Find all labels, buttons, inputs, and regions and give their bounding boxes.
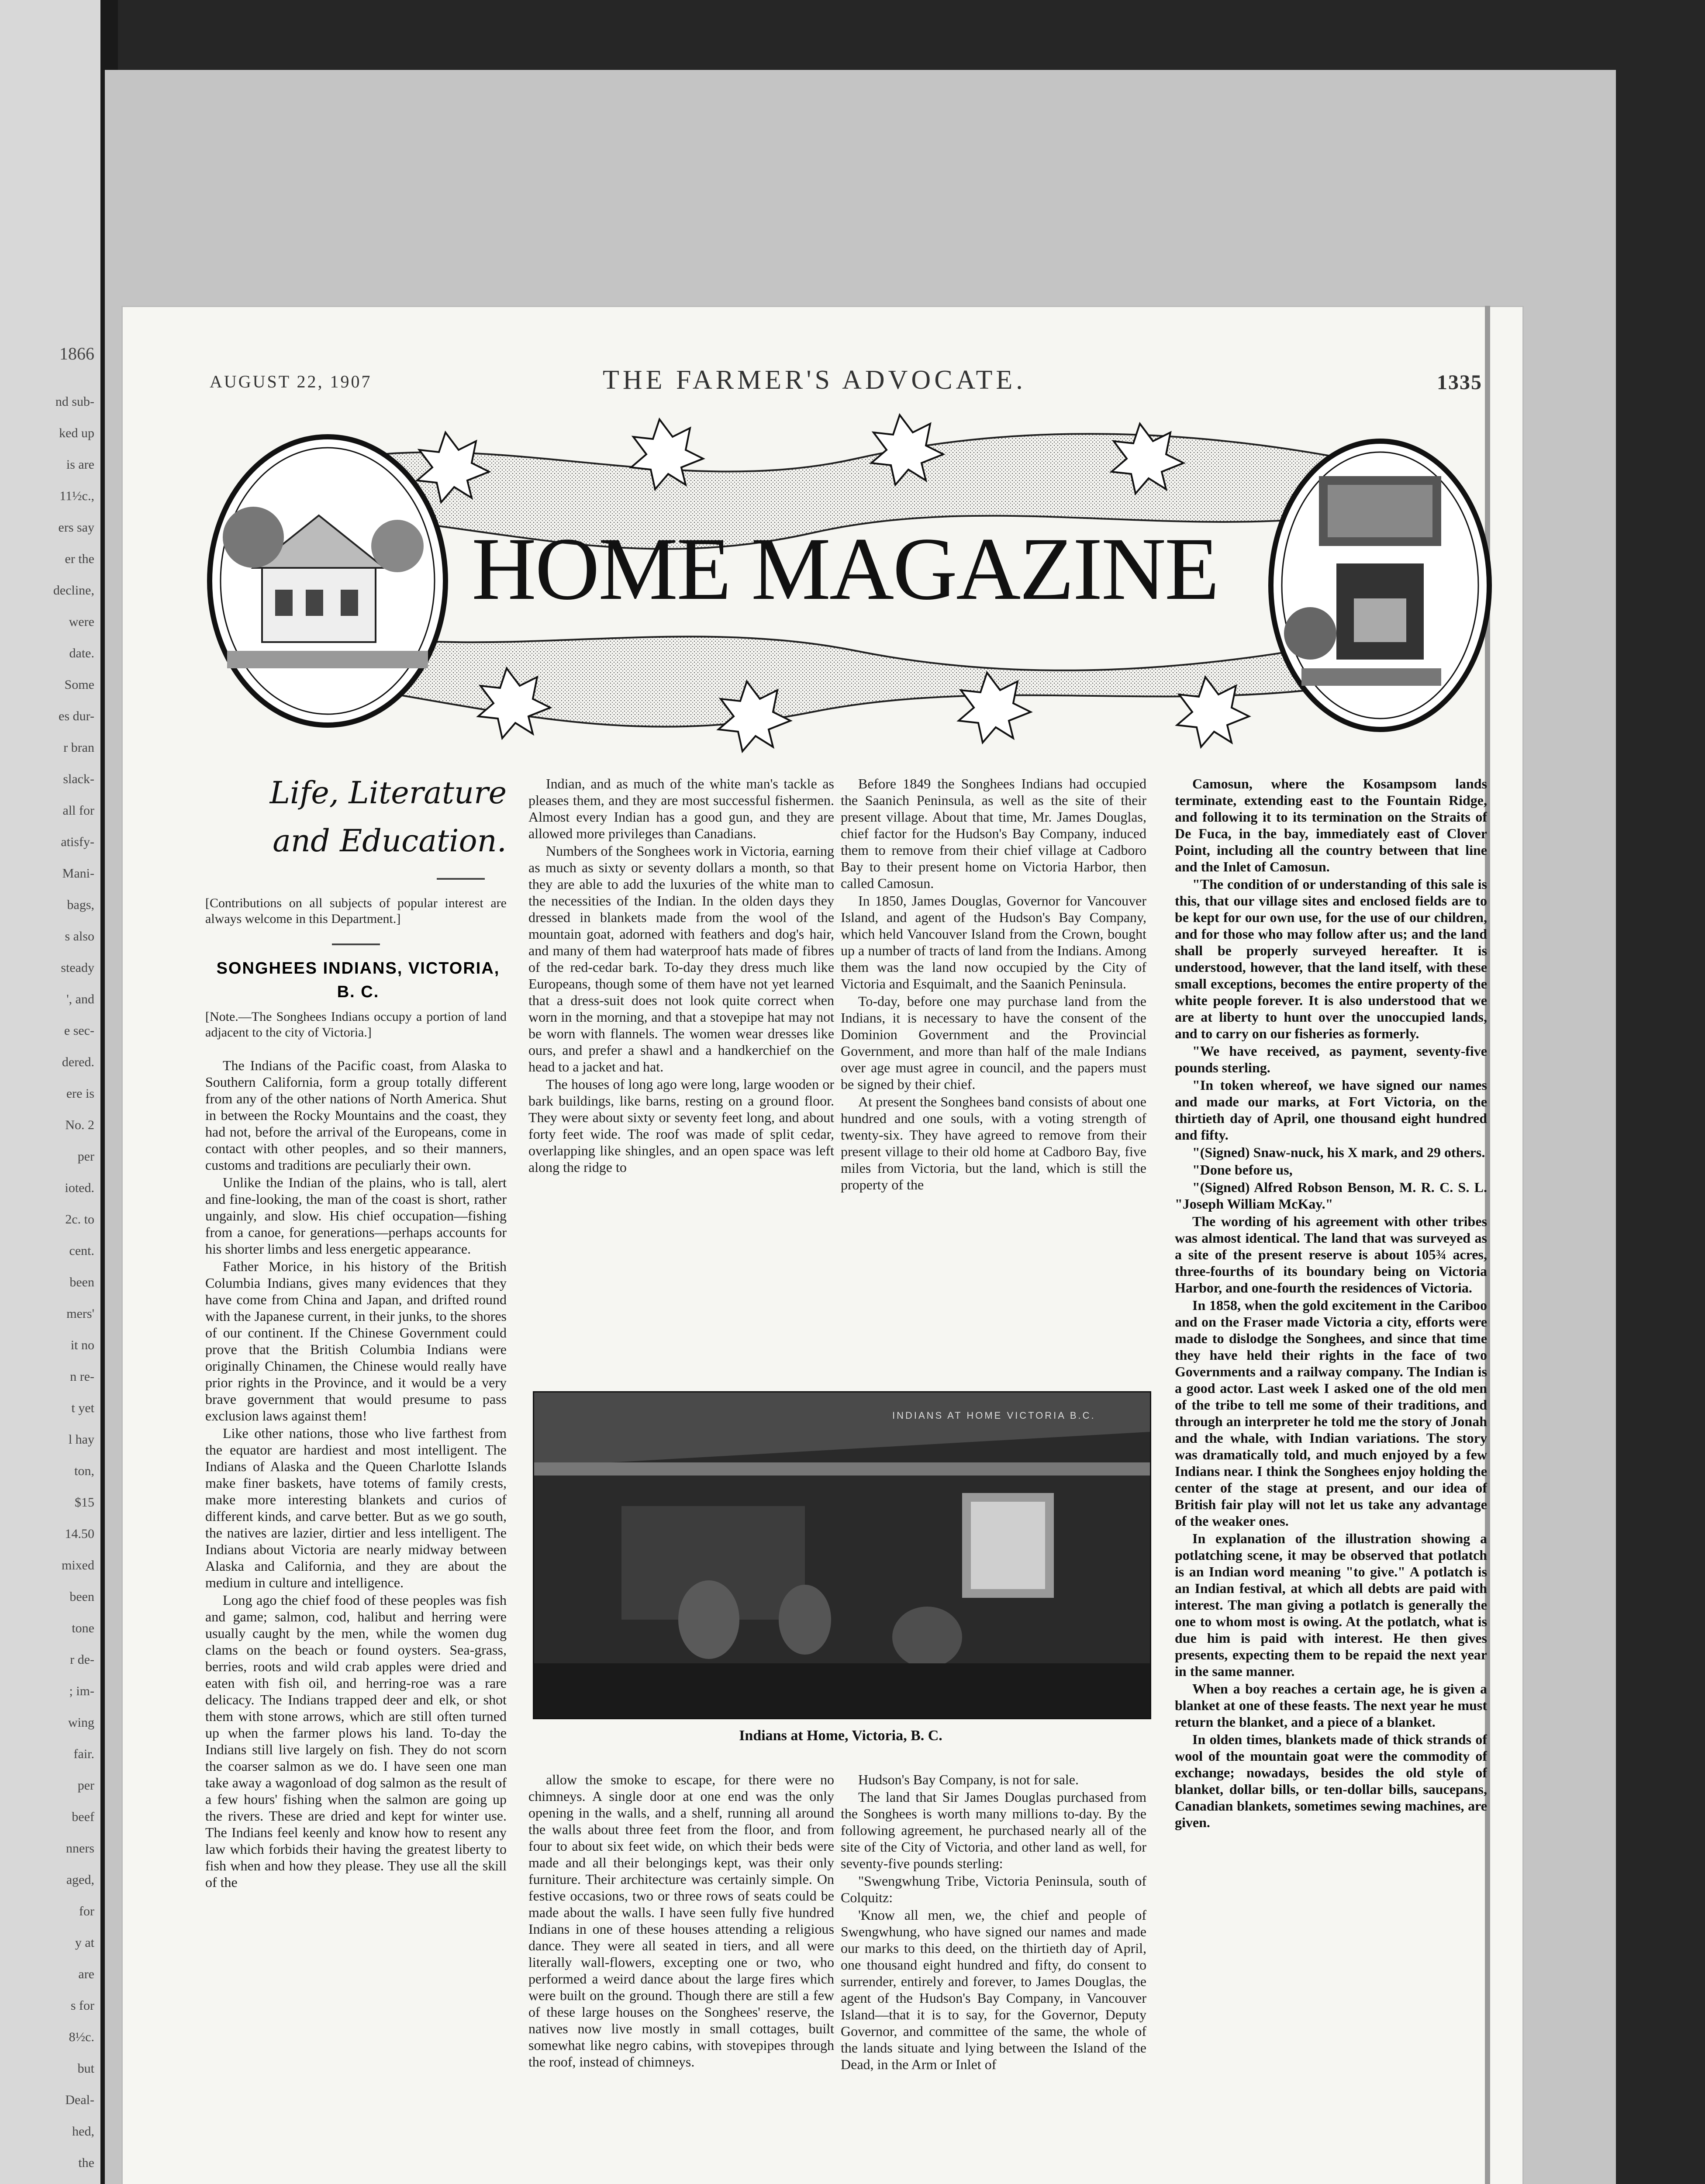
prev-page-line: l hay bbox=[68, 1432, 94, 1447]
section-title-line1: Life, Literature bbox=[269, 775, 507, 811]
prev-page-line: aged, bbox=[66, 1873, 94, 1887]
prev-page-line: e sec- bbox=[64, 1023, 94, 1038]
divider bbox=[437, 878, 485, 880]
prev-page-line: fair. bbox=[73, 1747, 94, 1761]
paragraph: In 1850, James Douglas, Governor for Vancouver Island, and agent of the Hudson's Bay Company, which held Vancouver Island from the Crown, bought up a number of tracts of land from the Indians. Among them was the land now occupied by the City of Victoria and Esquimalt, and the Saanich Peninsula. bbox=[841, 893, 1146, 992]
home-magazine-masthead: HOME MAGAZINE bbox=[472, 519, 1218, 619]
prev-page-line: ioted. bbox=[65, 1181, 94, 1195]
prev-page-line: Mani- bbox=[62, 866, 94, 881]
paragraph: Indian, and as much of the white man's tackle as pleases them, and they are most successful fishermen. Almost every Indian has a good gun, and they are allowed more privileges than Canadians. bbox=[528, 776, 834, 841]
prev-page-line: t yet bbox=[71, 1401, 94, 1415]
prev-page-line: r de- bbox=[70, 1652, 94, 1667]
paragraph: The houses of long ago were long, large wooden or bark buildings, like barns, resting on a ground floor. They were about sixty or seventy feet long, and about forty feet wide. The roof was made of split cedar, overlapping like shingles, and an open space was left along the ridge to bbox=[528, 1076, 834, 1175]
prev-page-line: hed, bbox=[72, 2124, 94, 2139]
article-title: SONGHEES INDIANS, VICTORIA, B. C. bbox=[216, 959, 500, 1001]
prev-page-line: 8½c. bbox=[69, 2030, 94, 2044]
article-column-1 bbox=[205, 1057, 507, 2184]
prev-page-line: n re- bbox=[70, 1369, 94, 1384]
paragraph: Like other nations, those who live farthest from the equator are hardiest and most intelligent. The Indians of Alaska and the Queen Charlotte Islands make finer baskets, have totems of family crests, make more interesting blankets and curios of different kinds, and carve better. But as we go south, the natives are lazier, dirtier and less intelligent. The Indians about Victoria are nearly midway between Alaska and California, and they are about the medium in culture and intelligence. bbox=[205, 1425, 507, 1590]
paragraph: Camosun, where the Kosampsom lands terminate, extending east to the Fountain Ridge, and following it to its termination on the Straits of De Fuca, in the bay, immediately east of Clover Point, including all the country between that line and the Inlet of Camosun. bbox=[1175, 776, 1487, 874]
prev-page-line: it no bbox=[70, 1338, 94, 1352]
prev-page-line: mers' bbox=[66, 1306, 94, 1321]
photo-inscription: INDIANS AT HOME VICTORIA B.C. bbox=[892, 1410, 1096, 1421]
paragraph: Before 1849 the Songhees Indians had occupied the Saanich Peninsula, as well as the site of their present village. About that time, Mr. James Douglas, chief factor for the Hudson's Bay Company, induced them to remove from their chief village at Cadboro Bay to their present home on Victoria Harbor, then called Camosun. bbox=[841, 776, 1146, 891]
prev-page-line: 11½c., bbox=[59, 489, 94, 503]
section-title-line2: and Education. bbox=[273, 823, 507, 859]
prev-page-line: dered. bbox=[62, 1055, 94, 1069]
paragraph: "In token whereof, we have signed our names and made our marks, at Fort Victoria, on the thirtieth day of April, one thousand eight hundred and fifty. bbox=[1175, 1077, 1487, 1143]
paragraph: "(Signed) Alfred Robson Benson, M. R. C. S. L. "Joseph William McKay." bbox=[1175, 1179, 1487, 1212]
prev-page-line: mixed bbox=[62, 1558, 94, 1572]
prev-page-line: decline, bbox=[53, 583, 94, 598]
paragraph: "We have received, as payment, seventy-five pounds sterling. bbox=[1175, 1043, 1487, 1075]
prev-page-line: slack- bbox=[63, 772, 94, 786]
article-note: [Note.—The Songhees Indians occupy a portion of land adjacent to the city of Victoria.] bbox=[205, 1009, 507, 1040]
prev-page-line: been bbox=[69, 1590, 94, 1604]
prev-page-line: the bbox=[78, 2156, 94, 2170]
prev-page-line: nners bbox=[66, 1841, 94, 1856]
paragraph: When a boy reaches a certain age, he is given a blanket at one of these feasts. The next year he must return the blanket, and a piece of a blanket. bbox=[1175, 1681, 1487, 1730]
prev-page-line: s also bbox=[65, 929, 94, 943]
prev-page-line: for bbox=[79, 1904, 94, 1918]
fireside-interior-vignette bbox=[1271, 441, 1489, 729]
prev-page-line: y at bbox=[75, 1935, 94, 1950]
prev-page-line: bags, bbox=[67, 898, 94, 912]
prev-page-line: ers say bbox=[58, 520, 94, 535]
prev-page-line: beef bbox=[72, 1810, 94, 1824]
paragraph: At present the Songhees band consists of about one hundred and one souls, with a voting strength of twenty-six. They have agreed to remove from their present village to their old home at Cadboro Bay, five miles from Victoria, but the land, which is still the property of the bbox=[841, 1094, 1146, 1192]
paragraph: In olden times, blankets made of thick strands of wool of the mountain goat were the commodity of exchange; nowadays, besides the old style of blanket, dollar bills, or ten-dollar bills, saucepans, Canadian blankets, sometimes sewing machines, are given. bbox=[1175, 1731, 1487, 1830]
prev-page-line: ton, bbox=[74, 1464, 94, 1478]
paragraph: To-day, before one may purchase land from the Indians, it is necessary to have the consent of the Dominion Government and the Provincial Government, and more than half of the male Indians over age must agree in council, and the papers must be signed by their chief. bbox=[841, 993, 1146, 1092]
indians-at-home-photo bbox=[533, 1391, 1151, 1719]
prev-page-line: were bbox=[69, 615, 94, 629]
prev-page-line: all for bbox=[62, 803, 94, 818]
paragraph: Long ago the chief food of these peoples was fish and game; salmon, cod, halibut and herring were usually caught by the men, while the women dug clams on the beach or found oysters. Sea-grass, berries, roots and wild crab apples were dried and eaten with fish oil, and herring-roe was a rare delicacy. The Indians trapped deer and elk, or shot them with stone arrows, which are still often turned up when the farmer plows his land. To-day the Indians still live largely on fish. They do not scorn the coarser salmon as we do. I have seen one man take away a wagonload of dog salmon as the result of a few hours' fishing when the salmon are going up the rivers. These are dried and kept for winter use. The Indians feel keenly and know how to resent any law which forbids their having the greatest liberty to fish when and how they please. They use all the skill of the bbox=[205, 1592, 507, 1890]
paragraph: Hudson's Bay Company, is not for sale. bbox=[858, 1772, 1079, 1787]
prev-page-line: are bbox=[78, 1967, 94, 1981]
paragraph: In 1858, when the gold excitement in the Cariboo and on the Fraser made Victoria a city, efforts were made to dislodge the Songhees, and since that time they have held their rights in the face of two Governments and a railway company. The Indian is a good actor. Last week I asked one of the old men of the tribe to tell me some of their traditions, and through an interpreter he told me the story of Jonah and the whale, with Indian variations. The story was dramatically told, and much enjoyed by a few Indians near. I think the Songhees enjoy holding the center of the stage at present, and our idea of British fair play will not let us take any advantage of the weaker ones. bbox=[1175, 1297, 1487, 1529]
paragraph: The Indians of the Pacific coast, from Alaska to Southern California, form a group totally different from any of the other nations of North America. Shut in between the Rocky Mountains and the coast, they had not, before the arrival of the Europeans, come in contact with other peoples, and so their manners, customs and traditions are peculiarly their own. bbox=[205, 1057, 507, 1173]
paragraph: The land that Sir James Douglas purchased from the Songhees is worth many millions to-day. By the following agreement, he purchased nearly all of the site of the City of Victoria, and other land as well, for seventy-five pounds sterling: bbox=[841, 1789, 1146, 1871]
paragraph: Unlike the Indian of the plains, who is tall, alert and fine-looking, the man of the coast is short, rather ungainly, and slow. His chief occupation—fishing from a canoe, for generations—perhaps accounts for his shorter limbs and less energetic appearance. bbox=[205, 1175, 507, 1257]
article-column-3-bottom bbox=[841, 1771, 1146, 2184]
publication-title: THE FARMER'S ADVOCATE. bbox=[603, 365, 1026, 395]
prev-page-line: steady bbox=[61, 961, 94, 975]
prev-page-line: Deal- bbox=[65, 2093, 94, 2107]
paragraph: 'Know all men, we, the chief and people of Swengwhung, who have signed our names and made our marks to this deed, on the thirtieth day of April, one thousand eight hundred and fifty, do consent to surrender, entirely and forever, to James Douglas, the agent of the Hudson's Bay Company, in Vancouver Island—that it is to say, for the Governor, Deputy Governor, and committee of the same, the whole of the lands situate and lying between the Island of the Dead, in the Arm or Inlet of bbox=[841, 1907, 1146, 2072]
prev-page-line: ked up bbox=[59, 426, 94, 440]
prev-page-line: ; im- bbox=[69, 1684, 94, 1698]
prev-page-line: per bbox=[77, 1149, 94, 1164]
paragraph: "The condition of or understanding of this sale is this, that our village sites and enclosed fields are to be kept for our own use, for the use of our children, and for those who may follow after us; and the land shall be properly surveyed hereafter. It is understood, however, that the land itself, with these small exceptions, becomes the entire property of the white people forever. It is also understood that we are at liberty to hunt over the unoccupied lands, and to carry on our fisheries as formerly. bbox=[1175, 876, 1487, 1041]
paragraph: "Done before us, bbox=[1192, 1162, 1293, 1178]
prev-page-line: but bbox=[77, 2061, 94, 2076]
article-column-2-top bbox=[528, 775, 834, 1382]
contributions-note: [Contributions on all subjects of popular interest are always welcome in this Department.] bbox=[205, 896, 507, 926]
article-column-3-top bbox=[841, 775, 1146, 1382]
prev-page-header: 1866 bbox=[59, 344, 94, 363]
prev-page-line: s for bbox=[70, 1998, 94, 2013]
issue-date: AUGUST 22, 1907 bbox=[210, 372, 372, 391]
paragraph: "(Signed) Snaw-nuck, his X mark, and 29 others. bbox=[1192, 1144, 1485, 1160]
article-column-4 bbox=[1175, 775, 1487, 2184]
prev-page-line: wing bbox=[68, 1715, 94, 1730]
page-number: 1335 bbox=[1437, 371, 1482, 394]
prev-page-line: cent. bbox=[69, 1244, 94, 1258]
prev-page-line: nd sub- bbox=[55, 394, 94, 409]
prev-page-line: 14.50 bbox=[65, 1527, 94, 1541]
article-column-2-bottom bbox=[528, 1771, 834, 2184]
paragraph: Father Morice, in his history of the British Columbia Indians, gives many evidences that they have come from China and Japan, and drifted round with the Japanese current, in their junks, to the shores of our continent. If the Chinese Government could prove that the British Columbia Indians were originally Chinamen, the Chinese would really have prior rights in the Province, and it would be a very brave government that would presume to pass exclusion laws against them! bbox=[205, 1258, 507, 1424]
paragraph: "Swengwhung Tribe, Victoria Peninsula, south of Colquitz: bbox=[841, 1873, 1146, 1905]
paragraph: In explanation of the illustration showing a potlatching scene, it may be observed that potlatch is an Indian word meaning "to give." A potlatch is an Indian festival, at which all debts are paid with interest. The man giving a potlatch is generally the one to whom most is owing. At the potlatch, what is due him is paid with interest. He then gives presents, expecting them to be repaid the next year in the same manner. bbox=[1175, 1531, 1487, 1679]
prev-page-line: es dur- bbox=[59, 709, 94, 723]
paragraph: The wording of his agreement with other tribes was almost identical. The land that was surveyed as a site of the present reserve is about 105¾ acres, three-fourths of its boundary being on Victoria Harbor, and one-fourth the residences of Victoria. bbox=[1175, 1213, 1487, 1296]
prev-page-line: been bbox=[69, 1275, 94, 1289]
prev-page-line: ere is bbox=[66, 1086, 94, 1101]
prev-page-line: 2c. to bbox=[65, 1212, 94, 1227]
farmhouse-vignette bbox=[210, 437, 445, 725]
prev-page-line: $15 bbox=[75, 1495, 94, 1510]
paragraph: Numbers of the Songhees work in Victoria, earning as much as sixty or seventy dollars a month, so that they are able to add the luxuries of the white man to the necessities of the Indian. In the olden days they dressed in blankets made from the wool of the mountain goat, adorned with feathers and dog's hair, and many of them had waterproof hats made of fibres of the red-cedar bark. To-day they dress much like Europeans, though some of them have not yet learned that a dress-suit does not look quite correct when worn in the morning, and that a stovepipe hat may not be worn with flannels. The women wear dresses like ours, and prefer a shawl and a handkerchief on the head to a jacket and hat. bbox=[528, 843, 834, 1075]
photo-caption: Indians at Home, Victoria, B. C. bbox=[739, 1728, 942, 1744]
prev-page-line: atisfy- bbox=[61, 835, 94, 849]
prev-page-line: per bbox=[77, 1778, 94, 1793]
prev-page-line: tone bbox=[72, 1621, 94, 1635]
divider bbox=[332, 943, 380, 945]
paragraph: allow the smoke to escape, for there were no chimneys. A single door at one end was the only opening in the walls, and a shelf, running all around the walls about three feet from the floor, and from four to about six feet wide, on which their beds were made and all their belongings kept, was their only furniture. Their architecture was certainly simple. On festive occasions, two or three rows of seats could be made about the walls. I have seen fully five hundred Indians in one of these houses attending a religious dance. They were all seated in tiers, and all were literally wall-flowers, excepting one or two, who performed a weird dance about the large fires which were built on the ground. Though there are still a few of these large houses on the Songhees' reserve, the natives now live mostly in small cottages, built somewhat like negro cabins, with stovepipes through the roof, instead of chimneys. bbox=[528, 1772, 834, 2070]
prev-page-line: r bran bbox=[63, 740, 94, 755]
prev-page-line: date. bbox=[69, 646, 94, 660]
prev-page-line: Some bbox=[64, 677, 94, 692]
prev-page-line: No. 2 bbox=[65, 1118, 94, 1132]
section-title bbox=[245, 769, 507, 865]
prev-page-line: is are bbox=[66, 457, 94, 472]
prev-page-line: er the bbox=[65, 552, 94, 566]
prev-page-line: ', and bbox=[66, 992, 94, 1006]
previous-page-fragment bbox=[0, 0, 118, 2184]
